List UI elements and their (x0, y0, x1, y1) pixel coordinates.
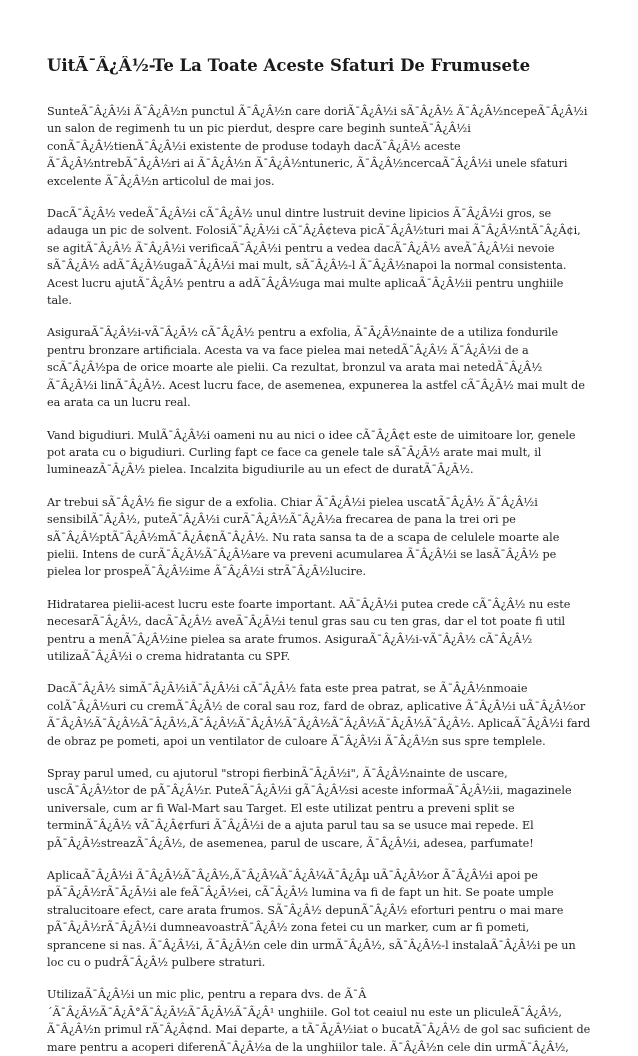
paragraph: Vand bigudiuri. MulÃ¯Â¿Â½i oameni nu au nici o idee cÃ¯Â¿Â¢t este de uimitoare lor, genele pot arata cu o bigudiuri. Curling fapt ce face ca genele tale sÃ¯Â¿Â½ arate mai mult, il lumineazÃ¯Â¿Â½ pielea. Incalzita bigudiurile au un efect de duratÃ¯Â¿Â½. (47, 428, 576, 477)
paragraph: DacÃ¯Â¿Â½ vedeÃ¯Â¿Â½i cÃ¯Â¿Â½ unul dintre lustruit devine lipicios Ã¯Â¿Â½i gros, se adauga un pic de solvent. FolosiÃ¯Â¿Â½i cÃ¯Â¿Â¢teva picÃ¯Â¿Â½turi mai Ã¯Â¿Â½ntÃ¯Â¿Â¢i, se agitÃ¯Â¿Â½ Ã¯Â¿Â½i verificaÃ¯Â¿Â½i pentru a vedea dacÃ¯Â¿Â½ aveÃ¯Â¿Â½i nevoie sÃ¯Â¿Â½ adÃ¯Â¿Â½ugaÃ¯Â¿Â½i mai mult, sÃ¯Â¿Â½-l Ã¯Â¿Â½napoi la normal consistenta. Acest lucru ajutÃ¯Â¿Â½ pentru a adÃ¯Â¿Â½uga mai multe aplicaÃ¯Â¿Â½ii pentru unghiile tale. (47, 207, 581, 308)
paragraph: DacÃ¯Â¿Â½ simÃ¯Â¿Â½iÃ¯Â¿Â½i cÃ¯Â¿Â½ fata este prea patrat, se Ã¯Â¿Â½nmoaie colÃ¯Â¿Â½uri cu cremÃ¯Â¿Â½ de coral sau roz, fard de obraz, aplicative Ã¯Â¿Â½i uÃ¯Â¿Â½or Ã¯Â¿Â½Ã¯Â¿Â½Ã¯Â¿Â½,Ã¯Â¿Â½Ã¯Â¿Â½Ã¯Â¿Â½Ã¯Â¿Â½Ã¯Â¿Â½Ã¯Â¿Â½. AplicaÃ¯Â¿Â½i fard de obraz pe pometi, apoi un ventilator de culoare Ã¯Â¿Â½i Ã¯Â¿Â½n sus spre templele. (47, 682, 591, 748)
document-title: UitÃ¯Â¿Â½-Te La Toate Aceste Sfaturi De Frumusete (47, 56, 531, 75)
paragraph: AsiguraÃ¯Â¿Â½i-vÃ¯Â¿Â½ cÃ¯Â¿Â½ pentru a exfolia, Ã¯Â¿Â½nainte de a utiliza fondurile pentru bronzare artificiala. Acesta va va face pielea mai netedÃ¯Â¿Â½ Ã¯Â¿Â½i de a scÃ¯Â¿Â½pa de orice moarte ale pielii. Ca rezultat, bronzul va arata mai netedÃ¯Â¿Â½ Ã¯Â¿Â½i linÃ¯Â¿Â½. Acest lucru face, de asemenea, expunerea la astfel cÃ¯Â¿Â½ mai mult de ea arata ca un lucru real. (47, 326, 585, 410)
paragraph: SunteÃ¯Â¿Â½i Ã¯Â¿Â½n punctul Ã¯Â¿Â½n care doriÃ¯Â¿Â½i sÃ¯Â¿Â½ Ã¯Â¿Â½ncepeÃ¯Â¿Â½i un salon de regimenh tu un pic pierdut, despre care beginh sunteÃ¯Â¿Â½i conÃ¯Â¿Â½tienÃ¯Â¿Â½i existente de produse todayh dacÃ¯Â¿Â½ aceste Ã¯Â¿Â½ntrebÃ¯Â¿Â½ri ai Ã¯Â¿Â½n Ã¯Â¿Â½ntuneric, Ã¯Â¿Â½ncercaÃ¯Â¿Â½i unele sfaturi excelente Ã¯Â¿Â½n articolul de mai jos. (47, 105, 588, 188)
paragraph: UtilizaÃ¯Â¿Â½i un mic plic, pentru a repara dvs. de Ã¯Â´Ã¯Â¿Â½Ã¯Â¿Â°Ã¯Â¿Â½Ã¯Â¿Â½Ã¯Â¿Â¹ unghiile. Gol tot ceaiul nu este un pliculeÃ¯Â¿Â½, Ã¯Â¿Â½n primul rÃ¯Â¿Â¢nd. Mai departe, a tÃ¯Â¿Â½iat o bucatÃ¯Â¿Â½ de gol sac suficient de mare pentru a acoperi diferenÃ¯Â¿Â½a de la unghiilor tale. Ã¯Â¿Â½n cele din urmÃ¯Â¿Â½, (47, 988, 591, 1054)
paragraph: Spray parul umed, cu ajutorul "stropi fierbinÃ¯Â¿Â½i", Ã¯Â¿Â½nainte de uscare, uscÃ¯Â¿Â½tor de pÃ¯Â¿Â½r. PuteÃ¯Â¿Â½i gÃ¯Â¿Â½si aceste informaÃ¯Â¿Â½ii, magazinele universale, cum ar fi Wal-Mart sau Target. El este utilizat pentru a preveni split se terminÃ¯Â¿Â½ vÃ¯Â¿Â¢rfuri Ã¯Â¿Â½i de a ajuta parul tau sa se usuce mai repede. El pÃ¯Â¿Â½streazÃ¯Â¿Â½, de asemenea, parul de uscare, Ã¯Â¿Â½i, adesea, parfumate! (47, 767, 572, 850)
document-body (47, 103, 591, 1056)
paragraph: AplicaÃ¯Â¿Â½i Ã¯Â¿Â½Ã¯Â¿Â½,Ã¯Â¿Â¼Ã¯Â¿Â¼Ã¯Â¿Âµ uÃ¯Â¿Â½or Ã¯Â¿Â½i apoi pe pÃ¯Â¿Â½rÃ¯Â¿Â½i ale feÃ¯Â¿Â½ei, cÃ¯Â¿Â½ lumina va fi de fapt un hit. Se poate umple stralucitoare efect, care arata frumos. SÃ¯Â¿Â½ depunÃ¯Â¿Â½ eforturi pentru o mai mare pÃ¯Â¿Â½rÃ¯Â¿Â½i dumneavoastrÃ¯Â¿Â½ zona fetei cu un marker, cum ar fi pometi, sprancene si nas. Ã¯Â¿Â½i, Ã¯Â¿Â½n cele din urmÃ¯Â¿Â½, sÃ¯Â¿Â½-l instalaÃ¯Â¿Â½i pe un loc cu o pudrÃ¯Â¿Â½ pulbere straturi. (47, 869, 576, 970)
paragraph: Hidratarea pielii-acest lucru este foarte important. AÃ¯Â¿Â½i putea crede cÃ¯Â¿Â½ nu este necesarÃ¯Â¿Â½, dacÃ¯Â¿Â½ aveÃ¯Â¿Â½i tenul gras sau cu ten gras, dar el tot poate fi util pentru a menÃ¯Â¿Â½ine pielea sa arate frumos. AsiguraÃ¯Â¿Â½i-vÃ¯Â¿Â½ cÃ¯Â¿Â½ utilizaÃ¯Â¿Â½i o crema hidratanta cu SPF. (47, 597, 571, 663)
paragraph: Ar trebui sÃ¯Â¿Â½ fie sigur de a exfolia. Chiar Ã¯Â¿Â½i pielea uscatÃ¯Â¿Â½ Ã¯Â¿Â½i sensibilÃ¯Â¿Â½, puteÃ¯Â¿Â½i curÃ¯Â¿Â½Ã¯Â¿Â½a frecarea de pana la trei ori pe sÃ¯Â¿Â½ptÃ¯Â¿Â½mÃ¯Â¿Â¢nÃ¯Â¿Â½. Nu rata sansa ta de a scapa de celulele moarte ale pielii. Intens de curÃ¯Â¿Â½Ã¯Â¿Â½are va preveni acumularea Ã¯Â¿Â½i se lasÃ¯Â¿Â½ pe pielea lor prospeÃ¯Â¿Â½ime Ã¯Â¿Â½i strÃ¯Â¿Â½lucire. (47, 495, 560, 579)
